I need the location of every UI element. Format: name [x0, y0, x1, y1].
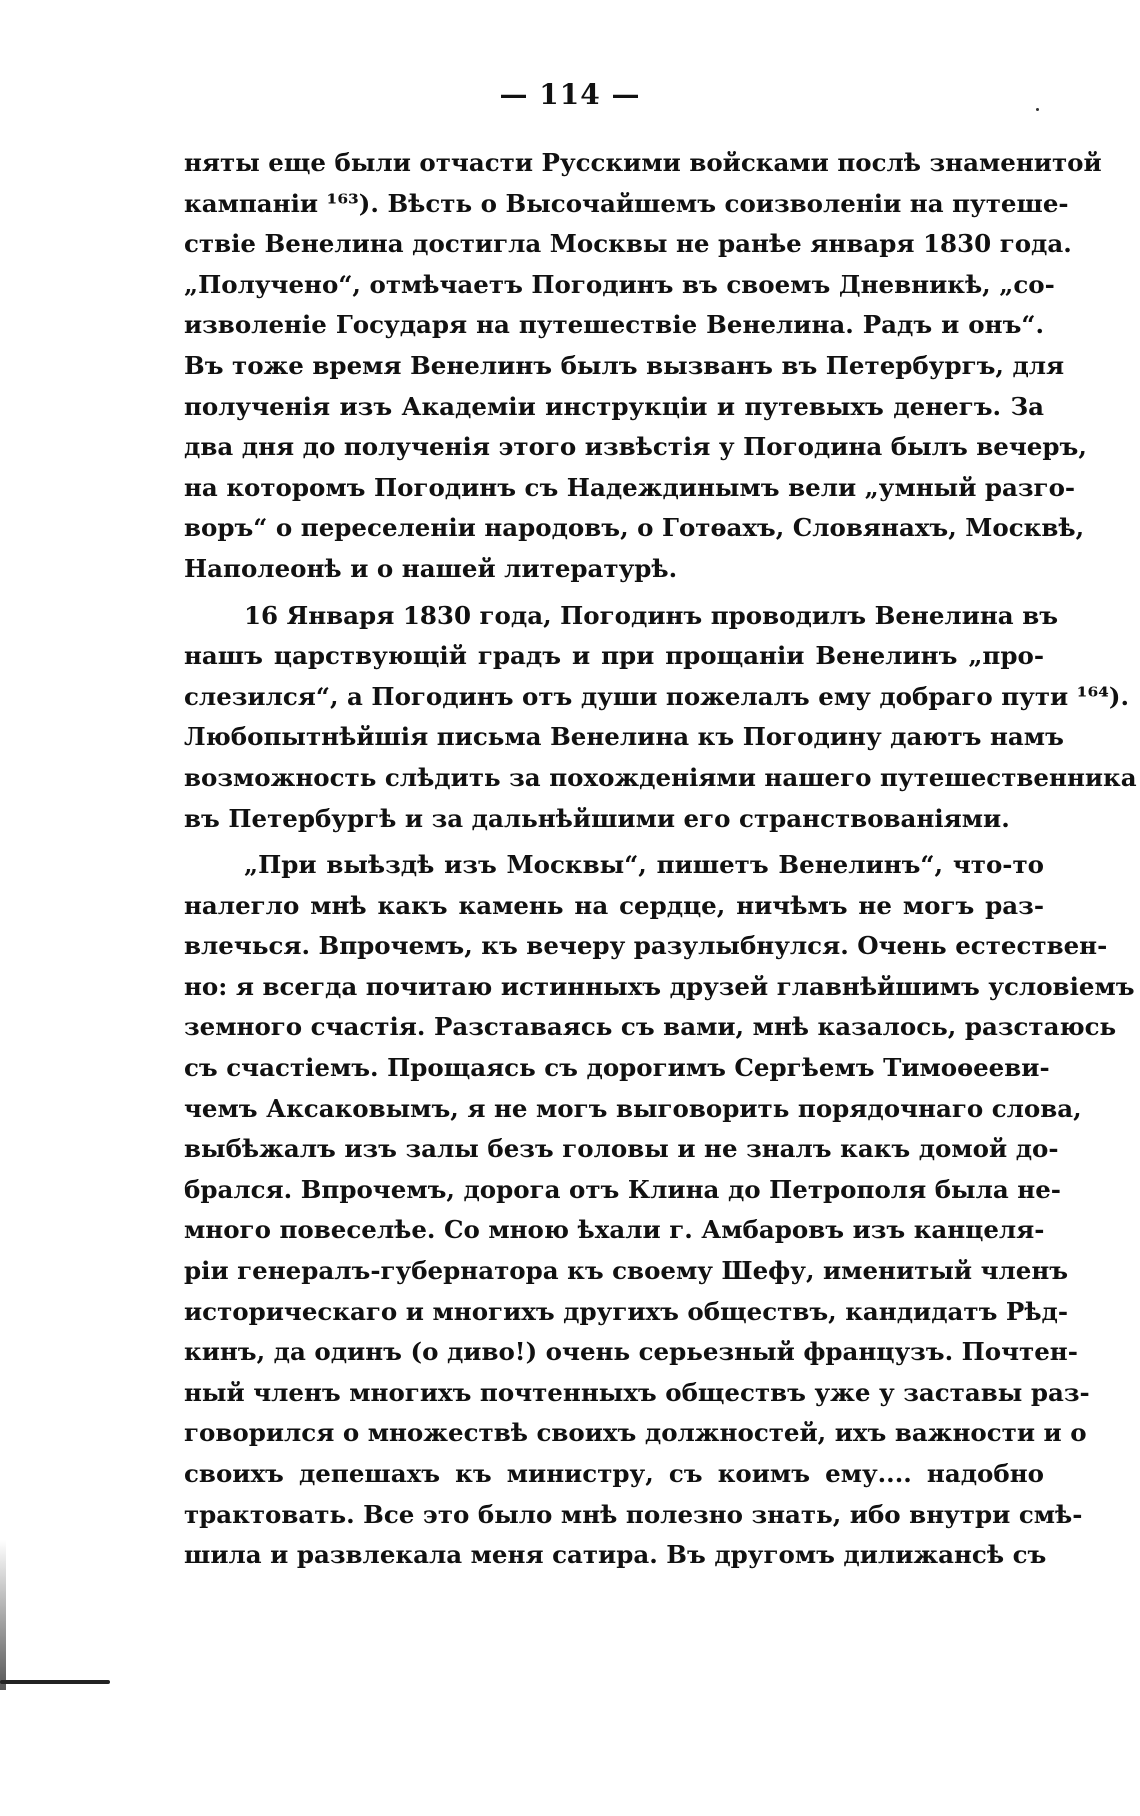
text-line: Въ тоже время Венелинъ былъ вызванъ въ Петербургъ, для [184, 350, 1065, 380]
text-line: ріи генералъ-губернатора къ своему Шефу, именитый членъ [184, 1256, 1069, 1286]
text-line: Наполеонѣ и о нашей литературѣ. [184, 553, 678, 583]
scan-edge-shadow [0, 1540, 6, 1690]
text-line: два дня до полученія этого извѣстія у Погодина былъ вечеръ, [184, 432, 1087, 462]
body-text [184, 143, 1137, 1576]
text-line: влечься. Впрочемъ, къ вечеру разулыбнулся. Очень естествен- [184, 931, 1108, 961]
text-line: слезился“, а Погодинъ отъ души пожелалъ ему добраго пути ¹⁶⁴). [184, 681, 1130, 711]
text-line: съ счастіемъ. Прощаясь съ дорогимъ Сергѣемъ Тимоѳееви- [184, 1053, 1050, 1083]
text-line: изволеніе Государя на путешествіе Венелина. Радъ и онъ“. [184, 310, 1044, 340]
text-line: брался. Впрочемъ, дорога отъ Клина до Петрополя была не- [184, 1174, 1061, 1204]
text-line: возможность слѣдить за похожденіями нашего путешественника [184, 762, 1137, 792]
page-number: — 114 — [499, 78, 641, 111]
text-line: Любопытнѣйшія письма Венелина къ Погодину даютъ намъ [184, 722, 1064, 752]
text-line: говорился о множествѣ своихъ должностей, ихъ важности и о [184, 1418, 1087, 1448]
text-line: „Получено“, отмѣчаетъ Погодинъ въ своемъ Дневникѣ, „со- [184, 269, 1055, 299]
text-line: шила и развлекала меня сатира. Въ другомъ дилижансѣ съ [184, 1540, 1047, 1570]
text-line: историческаго и многихъ другихъ обществъ, кандидатъ Рѣд- [184, 1296, 1069, 1326]
scan-edge-mark [0, 1680, 110, 1684]
text-line: ный членъ многихъ почтенныхъ обществъ уже у заставы раз- [184, 1377, 1090, 1407]
text-line: выбѣжалъ изъ залы безъ головы и не зналъ какъ домой до- [184, 1134, 1059, 1164]
text-line: трактовать. Все это было мнѣ полезно знать, ибо внутри смѣ- [184, 1499, 1083, 1529]
text-line: своихъ депешахъ къ министру, съ коимъ ему.... надобно [184, 1459, 1044, 1488]
text-line: но: я всегда почитаю истинныхъ друзей главнѣйшимъ условіемъ [184, 971, 1135, 1001]
text-line: налегло мнѣ какъ камень на сердце, ничѣмъ не могъ раз- [184, 890, 1044, 920]
text-line: кинъ, да одинъ (о диво!) очень серьезный французъ. Почтен- [184, 1337, 1078, 1367]
text-line: земного счастія. Разставаясь съ вами, мнѣ казалось, разстаюсь [184, 1012, 1117, 1042]
text-line: 16 Января 1830 года, Погодинъ проводилъ Венелина въ [244, 600, 1059, 630]
text-line: на которомъ Погодинъ съ Надеждинымъ вели „умный разго- [184, 472, 1076, 502]
text-line: воръ“ о переселеніи народовъ, о Готѳахъ, Словянахъ, Москвѣ, [184, 513, 1085, 543]
text-line: ствіе Венелина достигла Москвы не ранѣе января 1830 года. [184, 229, 1072, 259]
text-line: няты еще были отчасти Русскими войсками послѣ знаменитой [184, 148, 1102, 177]
text-line: полученія изъ Академіи инструкціи и путевыхъ денегъ. За [184, 391, 1044, 421]
text-line: въ Петербургѣ и за дальнѣйшими его странствованіями. [184, 803, 1010, 833]
text-line: нашъ царствующій градъ и при прощаніи Венелинъ „про- [184, 641, 1044, 671]
text-line: кампаніи ¹⁶³). Вѣсть о Высочайшемъ соизволеніи на путеше- [184, 188, 1069, 218]
text-line: чемъ Аксаковымъ, я не могъ выговорить порядочнаго слова, [184, 1093, 1082, 1123]
text-line: „При выѣздѣ изъ Москвы“, пишетъ Венелинъ“, что-то [244, 850, 1044, 880]
text-line: много повеселѣе. Со мною ѣхали г. Амбаровъ изъ канцеля- [184, 1215, 1045, 1245]
